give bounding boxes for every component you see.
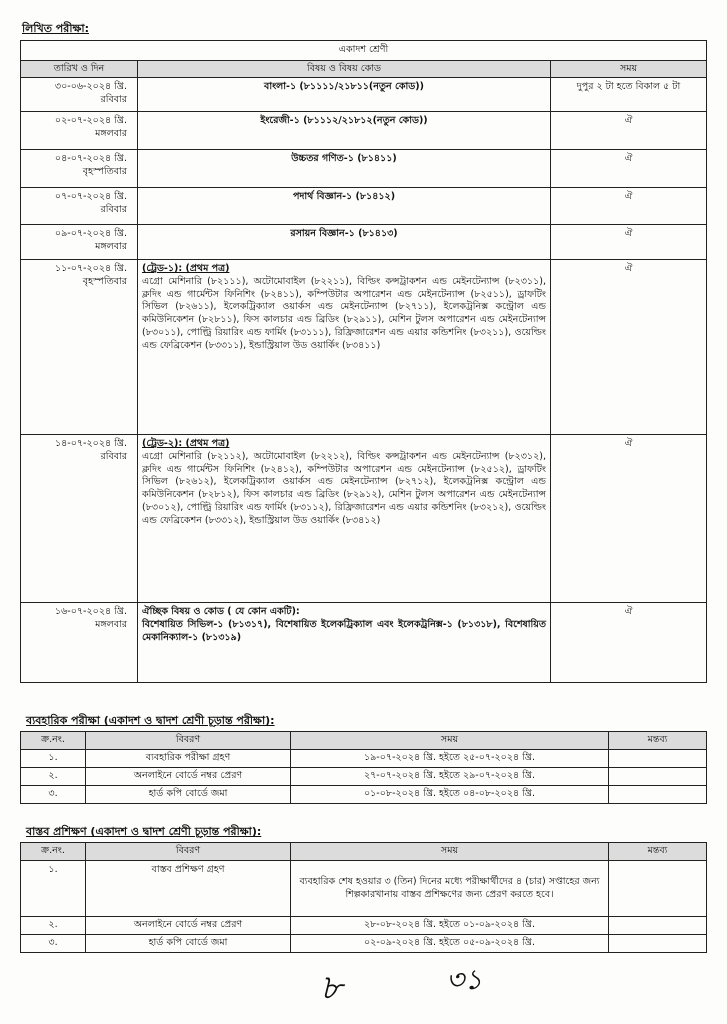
exam-time: ঐ (551, 435, 707, 603)
handwritten-page-mark: ৮ (320, 968, 343, 1008)
col-header-sl: ক্র.নং. (21, 732, 86, 750)
exam-day: মঙ্গলবার (95, 240, 127, 252)
table-row (21, 861, 707, 917)
exam-date: ১১-০৭-২০২৪ খ্রি. (54, 263, 127, 274)
col-header-remark: মন্তব্য (609, 732, 707, 750)
col-header-desc: বিবরণ (86, 732, 291, 750)
practical-exam-heading: ব্যবহারিক পরীক্ষা (একাদশ ও দ্বাদশ শ্রেণী চূড়ান্ত পরীক্ষা): (26, 714, 275, 727)
exam-day: মঙ্গলবার (95, 618, 127, 630)
row-time: ০১-০৮-২০২৪ খ্রি. হইতে ০৪-০৮-২০২৪ খ্রি. (291, 786, 609, 804)
table-row (21, 768, 707, 786)
table-row (21, 935, 707, 953)
table-row (21, 603, 707, 683)
table-row (21, 917, 707, 935)
row-sl: ৩. (21, 935, 86, 953)
exam-subject: এগ্রো মেশিনারি (৮২১১১), অটোমোবাইল (৮২২১১), বিল্ডিং কন্সট্রাকশন এন্ড মেইনটেন্যান্স (৮২৩১১), ক্লদিং এন্ড গার্মেন্টস ফিনিশিং (৮২৪১১), কম্পিউটার অপারেশন এন্ড মেইনটেন্যান্স (৮২৫১১), ড্রাফটিং সিভিল (৮২৬১১), ইলেকট্রিক্যাল ওয়ার্কস এন্ড মেইনটেন্যান্স (৮২৭১১), ইলেকট্রনিক্স কন্ট্রোল এন্ড কমিউনিকেশন (৮২৮১১), ফিস কালচার এন্ড ব্রিডিং (৮২৯১১), মেশিন টুলস অপারেশন এন্ড মেইনটেন্যান্স (৮৩০১১), পোল্ট্রি রিয়ারিং এন্ড ফার্মিং (৮৩১১১), রিফ্রিজারেশন এন্ড এয়ার কন্ডিশনিং (৮৩২১১), ওয়েল্ডিং এন্ড ফেব্রিকেশন (৮৩৩১১), ইন্ডাস্ট্রিয়াল উড ওয়ার্কিং (৮৩৪১১) (142, 275, 546, 351)
practical-exam-table (20, 731, 707, 804)
row-time: ব্যবহারিক শেষ হওয়ার ৩ (তিন) দিনের মধ্যে পরীক্ষার্থীদের ৪ (চার) সপ্তাহের জন্য শিল্পকারখানায় বাস্তব প্রশিক্ষণের জন্য প্রেরণ করতে হবে। (291, 861, 609, 917)
row-remark (609, 935, 707, 953)
class-title: একাদশ শ্রেণী (21, 41, 707, 61)
table-row (21, 225, 707, 260)
table-row (21, 435, 707, 603)
row-desc: হার্ড কপি বোর্ডে জমা (86, 935, 291, 953)
row-time: ২৮-০৮-২০২৪ খ্রি. হইতে ০১-০৯-২০২৪ খ্রি. (291, 917, 609, 935)
trade-title: (ট্রেড-২): (প্রথম পত্র) (142, 438, 230, 449)
table-row (21, 188, 707, 225)
table-row (21, 78, 707, 112)
row-time: ০২-০৯-২০২৪ খ্রি. হইতে ০৫-০৯-২০২৪ খ্রি. (291, 935, 609, 953)
row-remark (609, 861, 707, 917)
exam-day: বৃহস্পতিবার (82, 165, 127, 177)
row-sl: ৩. (21, 786, 86, 804)
exam-time: ঐ (551, 188, 707, 225)
exam-day: রবিবার (100, 450, 127, 462)
row-desc: বাস্তব প্রশিক্ষণ গ্রহণ (86, 861, 291, 917)
exam-date: ১৬-০৭-২০২৪ খ্রি. (54, 606, 127, 617)
exam-date: ০৯-০৭-২০২৪ খ্রি. (54, 228, 127, 239)
col-header-desc: বিবরণ (86, 843, 291, 861)
table-row (21, 750, 707, 768)
exam-time: ঐ (551, 603, 707, 683)
training-heading: বাস্তব প্রশিক্ষণ (একাদশ ও দ্বাদশ শ্রেণী চূড়ান্ত পরীক্ষা): (26, 825, 262, 838)
row-remark (609, 786, 707, 804)
trade-title: (ট্রেড-১): (প্রথম পত্র) (142, 263, 230, 274)
row-time: ১৯-০৭-২০২৪ খ্রি. হইতে ২৫-০৭-২০২৪ খ্রি. (291, 750, 609, 768)
row-sl: ১. (21, 861, 86, 917)
exam-subject: বিশেষায়িত সিভিল-১ (৮১৩১৭), বিশেষায়িত ইলেকট্রিক্যাল এবং ইলেকট্রনিক্স-১ (৮১৩১৮), বিশেষায়িত মেকানিক্যাল-১ (৮১৩১৯) (142, 618, 546, 643)
col-header-remark: মন্তব্য (609, 843, 707, 861)
exam-date: ০২-০৭-২০২৪ খ্রি. (54, 115, 127, 126)
exam-day: মঙ্গলবার (95, 127, 127, 139)
row-desc: অনলাইনে বোর্ডে নম্বর প্রেরণ (86, 768, 291, 786)
exam-date: ১৪-০৭-২০২৪ খ্রি. (54, 438, 127, 449)
elective-title: ঐচ্ছিক বিষয় ও কোড ( যে কোন একটি): (142, 606, 300, 617)
row-sl: ১. (21, 750, 86, 768)
exam-date: ০৪-০৭-২০২৪ খ্রি. (54, 153, 127, 164)
exam-subject: উচ্চতর গণিত-১ (৮১৪১১) (138, 150, 551, 188)
written-exam-heading: লিখিত পরীক্ষা: (22, 22, 89, 35)
col-header-date: তারিখ ও দিন (21, 61, 138, 78)
table-row (21, 786, 707, 804)
col-header-subject: বিষয় ও বিষয় কোড (138, 61, 551, 78)
row-remark (609, 917, 707, 935)
exam-day: রবিবার (100, 93, 127, 105)
row-time: ২৭-০৭-২০২৪ খ্রি. হইতে ২৯-০৭-২০২৪ খ্রি. (291, 768, 609, 786)
exam-subject: পদার্থ বিজ্ঞান-১ (৮১৪১২) (138, 188, 551, 225)
row-sl: ২. (21, 917, 86, 935)
table-row (21, 150, 707, 188)
col-header-time: সময় (291, 732, 609, 750)
exam-time: ঐ (551, 260, 707, 435)
exam-subject: ইংরেজী-১ (৮১১১২/২১৮১২(নতুন কোড)) (138, 112, 551, 150)
exam-subject: বাংলা-১ (৮১১১১/২১৮১১(নতুন কোড)) (138, 78, 551, 112)
row-desc: ব্যবহারিক পরীক্ষা গ্রহণ (86, 750, 291, 768)
exam-time: ঐ (551, 225, 707, 260)
written-exam-table (20, 40, 707, 683)
exam-date: ৩০-০৬-২০২৪ খ্রি. (54, 81, 127, 92)
table-row (21, 260, 707, 435)
row-sl: ২. (21, 768, 86, 786)
exam-subject: রসায়ন বিজ্ঞান-১ (৮১৪১৩) (138, 225, 551, 260)
exam-day: রবিবার (100, 203, 127, 215)
row-remark (609, 750, 707, 768)
exam-time: ঐ (551, 112, 707, 150)
row-desc: অনলাইনে বোর্ডে নম্বর প্রেরণ (86, 917, 291, 935)
row-desc: হার্ড কপি বোর্ডে জমা (86, 786, 291, 804)
exam-time: দুপুর ২ টা হতে বিকাল ৫ টা (551, 78, 707, 112)
handwritten-initials: ৩১ (446, 963, 483, 996)
training-table (20, 842, 707, 953)
col-header-sl: ক্র.নং. (21, 843, 86, 861)
col-header-time: সময় (551, 61, 707, 78)
exam-time: ঐ (551, 150, 707, 188)
col-header-time: সময় (291, 843, 609, 861)
exam-date: ০৭-০৭-২০২৪ খ্রি. (54, 191, 127, 202)
row-remark (609, 768, 707, 786)
exam-subject: এগ্রো মেশিনারি (৮২১১২), অটোমোবাইল (৮২২১২), বিল্ডিং কন্সট্রাকশন এন্ড মেইনটেন্যান্স (৮২৩১২), ক্লদিং এন্ড গার্মেন্টস ফিনিশিং (৮২৪১২), কম্পিউটার অপারেশন এন্ড মেইনটেন্যান্স (৮২৫১২), ড্রাফটিং সিভিল (৮২৬১২), ইলেকট্রিক্যাল ওয়ার্কস এন্ড মেইনটেন্যান্স (৮২৭১২), ইলেকট্রনিক্স কন্ট্রোল এন্ড কমিউনিকেশন (৮২৮১২), ফিস কালচার এন্ড ব্রিডিং (৮২৯১২), মেশিন টুলস অপারেশন এন্ড মেইনটেন্যান্স (৮৩০১২), পোল্ট্রি রিয়ারিং এন্ড ফার্মিং (৮৩১১২), রিফ্রিজারেশন এন্ড এয়ার কন্ডিশনিং (৮৩২১২), ওয়েল্ডিং এন্ড ফেব্রিকেশন (৮৩৩১২), ইন্ডাস্ট্রিয়াল উড ওয়ার্কিং (৮৩৪১২) (142, 450, 546, 526)
exam-day: বৃহস্পতিবার (82, 275, 127, 287)
table-row (21, 112, 707, 150)
